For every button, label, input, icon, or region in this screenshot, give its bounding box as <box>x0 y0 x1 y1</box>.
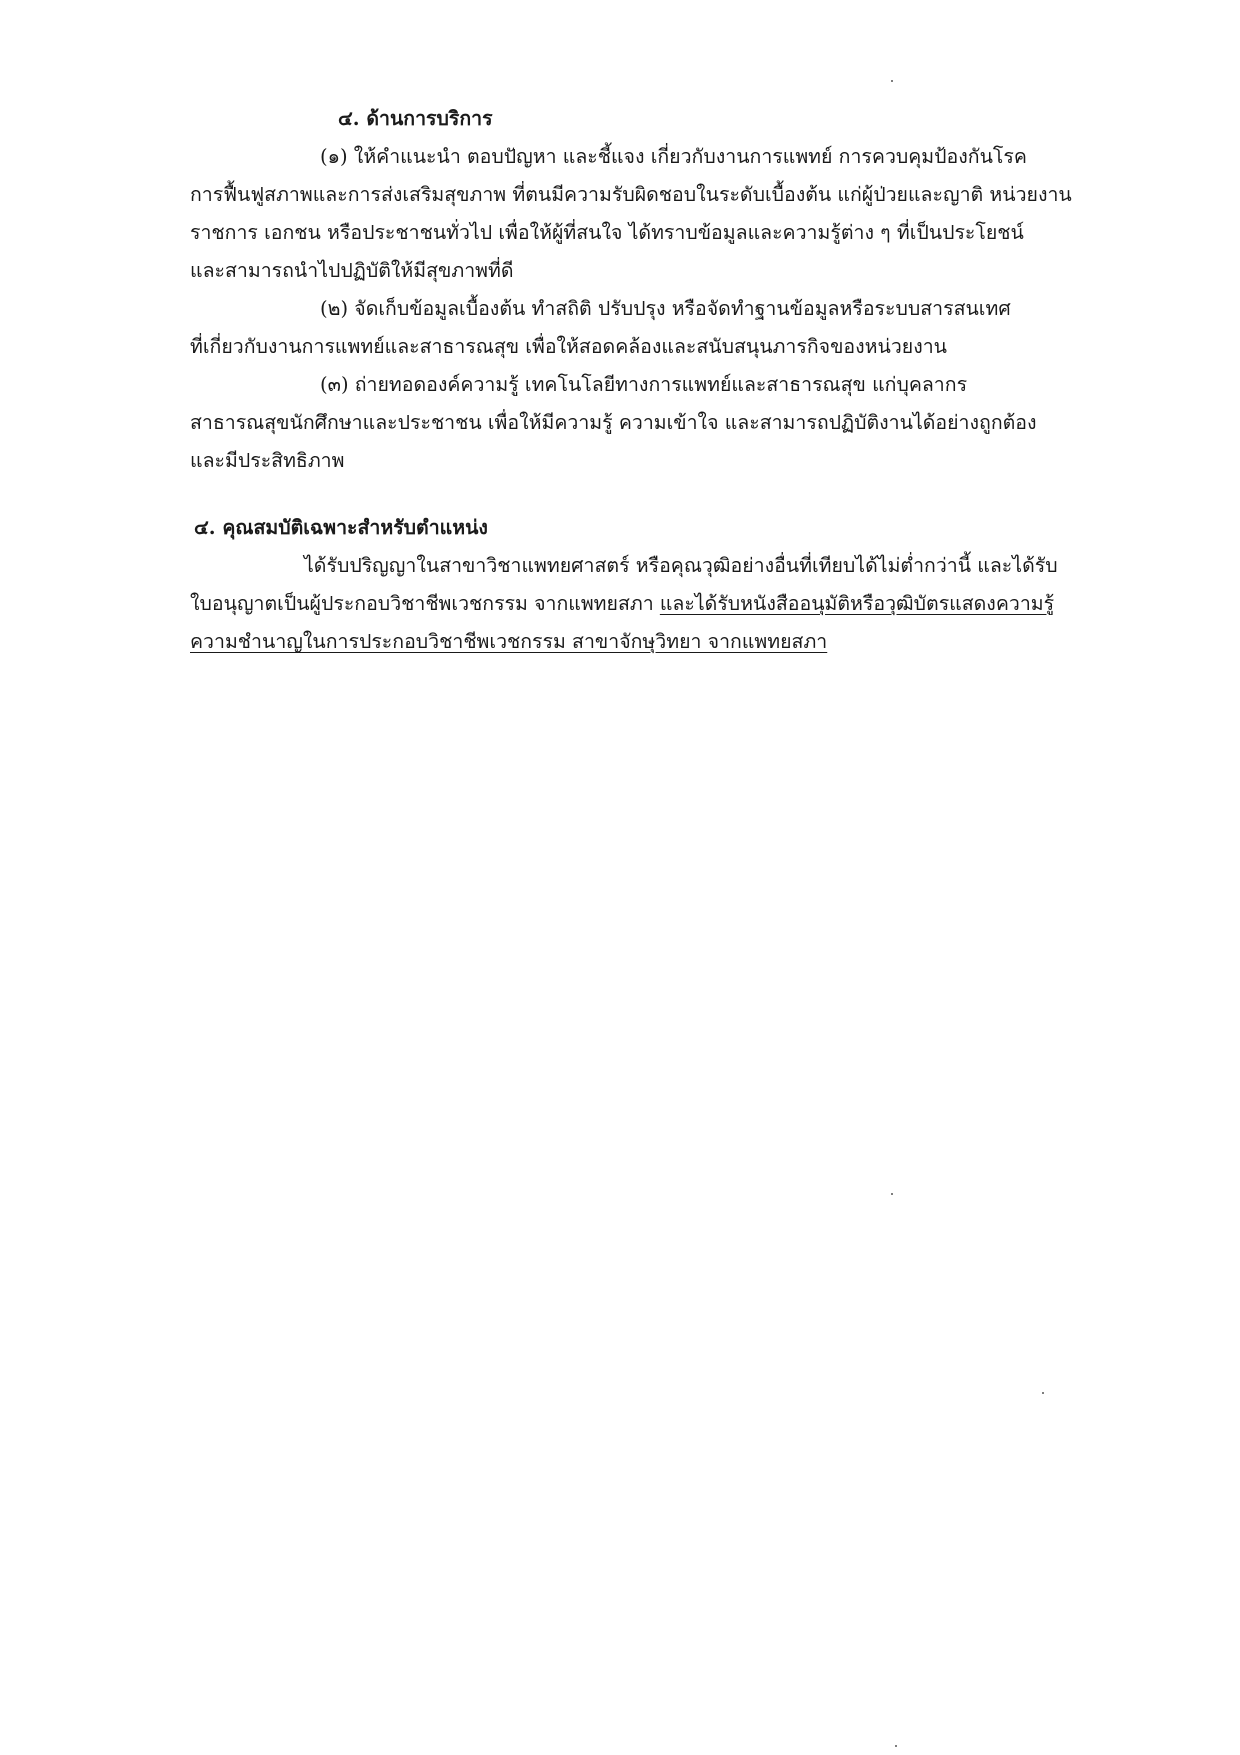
qualification-line-2-plain: ใบอนุญาตเป็นผู้ประกอบวิชาชีพเวชกรรม จากแพทยสภา <box>190 592 660 615</box>
scan-speck <box>891 1193 893 1195</box>
qualification-line-3-underlined: ความชำนาญในการประกอบวิชาชีพเวชกรรม สาขาจักษุวิทยา จากแพทยสภา <box>190 630 828 653</box>
service-item-1-line-2: การฟื้นฟูสภาพและการส่งเสริมสุขภาพ ที่ตนมีความรับผิดชอบในระดับเบื้องต้น แก่ผู้ป่วยและญาติ หน่วยงาน <box>190 183 1072 206</box>
service-item-2-line-1: (๒) จัดเก็บข้อมูลเบื้องต้น ทำสถิติ ปรับปรุง หรือจัดทำฐานข้อมูลหรือระบบสารสนเทศ <box>320 297 1011 320</box>
section-heading-service: ๔. ด้านการบริการ <box>338 107 493 130</box>
service-item-1-line-1: (๑) ให้คำแนะนำ ตอบปัญหา และชี้แจง เกี่ยวกับงานการแพทย์ การควบคุมป้องกันโรค <box>320 145 1027 168</box>
scan-speck <box>1042 1392 1044 1394</box>
section-spacer <box>190 480 1130 509</box>
qualification-line-2-underlined: และได้รับหนังสืออนุมัติหรือวุฒิบัตรแสดงความรู้ <box>659 592 1055 615</box>
service-item-1-line-3: ราชการ เอกชน หรือประชาชนทั่วไป เพื่อให้ผู้ที่สนใจ ได้ทราบข้อมูลและความรู้ต่าง ๆ ที่เป็นประโยชน์ <box>190 221 1024 244</box>
service-item-3-line-1: (๓) ถ่ายทอดองค์ความรู้ เทคโนโลยีทางการแพทย์และสาธารณสุข แก่บุคลากร <box>320 373 968 396</box>
document-body <box>190 100 1130 661</box>
service-item-3-line-3: และมีประสิทธิภาพ <box>190 449 345 472</box>
qualification-line-2 <box>190 585 1130 623</box>
scan-speck <box>895 1745 897 1747</box>
service-item-2-line-2: ที่เกี่ยวกับงานการแพทย์และสาธารณสุข เพื่อให้สอดคล้องและสนับสนุนภารกิจของหน่วยงาน <box>190 335 948 358</box>
service-item-3-line-2: สาธารณสุขนักศึกษาและประชาชน เพื่อให้มีความรู้ ความเข้าใจ และสามารถปฏิบัติงานได้อย่างถูกต้อง <box>190 411 1037 434</box>
qualification-line-3 <box>190 623 1130 661</box>
section-heading-qualification: ๔. คุณสมบัติเฉพาะสำหรับตำแหน่ง <box>194 516 488 539</box>
scan-speck <box>891 80 893 82</box>
service-item-1-line-4: และสามารถนำไปปฏิบัติให้มีสุขภาพที่ดี <box>190 259 514 282</box>
qualification-line-1: ได้รับปริญญาในสาขาวิชาแพทยศาสตร์ หรือคุณวุฒิอย่างอื่นที่เทียบได้ไม่ต่ำกว่านี้ และได้รับ <box>304 554 1058 577</box>
